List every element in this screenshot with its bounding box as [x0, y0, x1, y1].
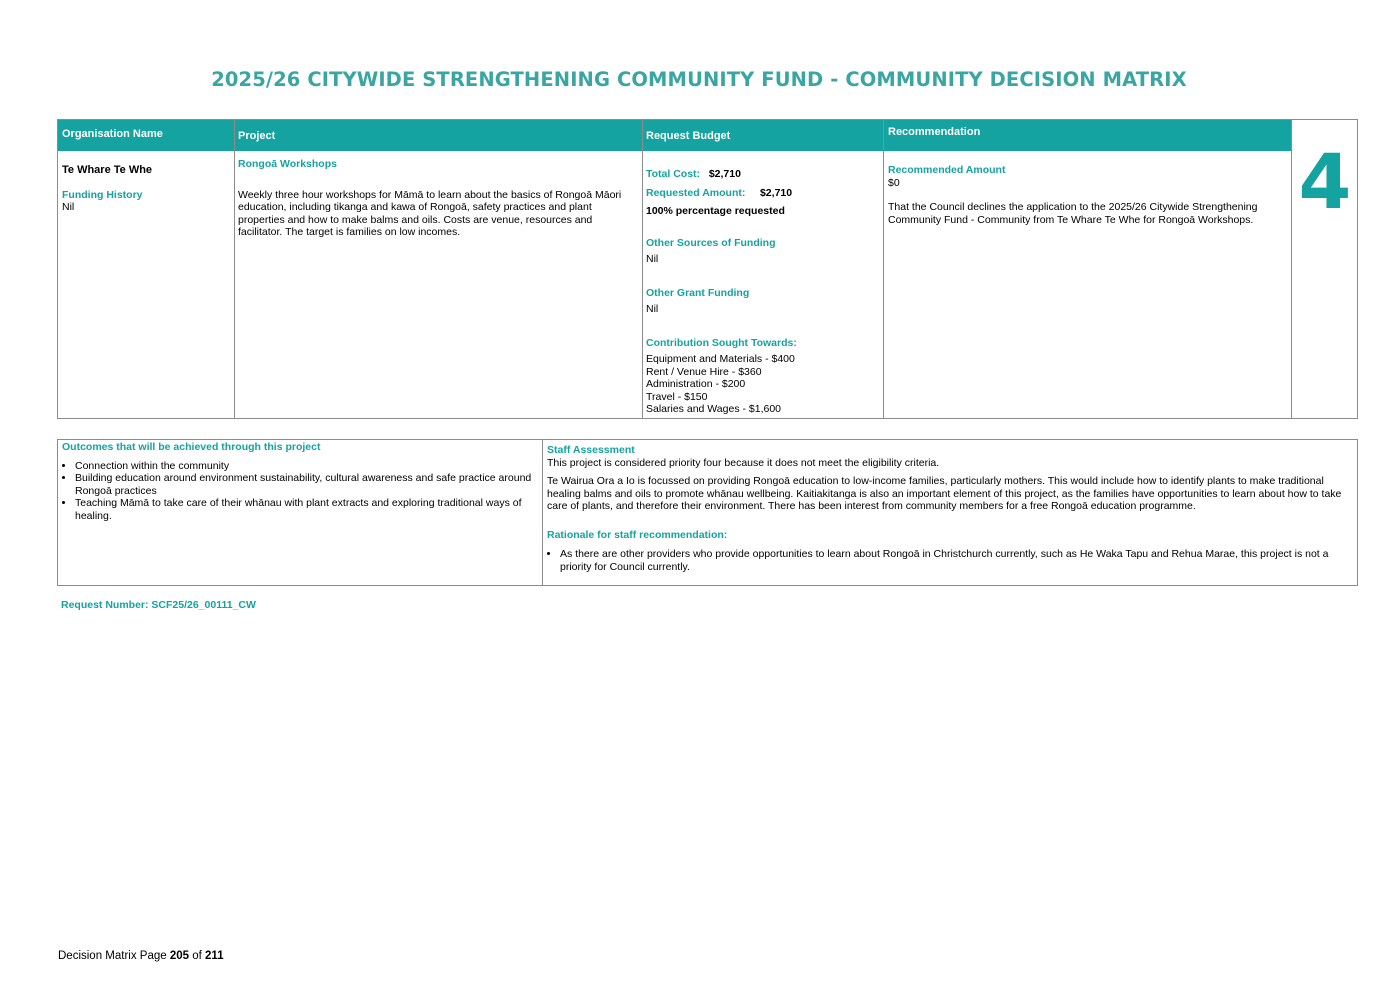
staff-assessment-label: Staff Assessment	[547, 444, 635, 456]
header-project-label: Project	[238, 130, 276, 142]
contribution-item: Rent / Venue Hire - $360	[646, 365, 762, 378]
recommendation-text: That the Council declines the application to the 2025/26 Citywide Strengthening Community Fund - Community from Te Whare Te Whe for Rongoā Workshops.	[888, 201, 1258, 226]
other-sources-label: Other Sources of Funding	[646, 236, 776, 249]
header-organisation	[58, 120, 234, 151]
project-description: Weekly three hour workshops for Māmā to learn about the basics of Rongoā Māori education, including tikanga and kawa of Rongoā, safety practices and plant properties and how to make balms and oils. Costs are venue, resources and facilitator. The target is families on low incomes.	[238, 188, 622, 238]
header-organisation-label: Organisation Name	[62, 128, 163, 140]
recommended-amount-value: $0	[888, 176, 900, 189]
priority-number: 4	[1298, 137, 1352, 226]
requested-amount-value: $2,710	[759, 187, 793, 199]
project-name: Rongoā Workshops	[238, 158, 337, 170]
percentage-requested: 100% percentage requested	[646, 205, 785, 217]
rationale-label: Rationale for staff recommendation:	[547, 528, 728, 541]
page-footer	[58, 950, 224, 962]
project-cell	[238, 158, 638, 239]
total-cost-value: $2,710	[708, 168, 741, 180]
rationale-list	[547, 548, 1353, 573]
decision-table	[57, 119, 1358, 419]
other-sources-value: Nil	[646, 253, 659, 265]
contribution-item: Salaries and Wages - $1,600	[646, 403, 782, 415]
staff-priority-text: This project is considered priority four because it does not meet the eligibility criteria.	[547, 456, 940, 469]
page-title: 2025/26 CITYWIDE STRENGTHENING COMMUNITY FUND - COMMUNITY DECISION MATRIX	[211, 68, 1187, 91]
contribution-item: Travel - $150	[646, 390, 708, 403]
outcome-item: • Connection within the community	[75, 460, 538, 473]
header-budget-label: Request Budget	[646, 130, 731, 142]
footer-total: 211	[205, 950, 224, 962]
assessment-table	[57, 439, 1358, 586]
contribution-item: Administration - $200	[646, 378, 746, 390]
footer-prefix: Decision Matrix Page	[58, 950, 170, 962]
outcome-item: • Building education around environment sustainability, cultural awareness and safe practice around Rongoā practices	[75, 472, 538, 497]
header-project	[234, 120, 642, 151]
budget-cell	[646, 167, 880, 416]
funding-history-value: Nil	[62, 201, 75, 213]
footer-of: of	[189, 950, 206, 962]
other-grant-value: Nil	[646, 303, 659, 315]
contribution-list	[646, 353, 880, 416]
outcomes-cell	[62, 441, 538, 522]
footer-page: 205	[169, 950, 190, 962]
staff-assessment-text: Te Wairua Ora a Io is focussed on providing Rongoā education to low-income families, particularly mothers. This would include how to identify plants to make traditional healing balms and oils to promote whānau wellbeing. Kaitiakitanga is also an important element of this project, as the families have opportunities to learn about how to take care of plants, and therefore their environment. There has been interest from community members for a free Rongoā education programme.	[547, 475, 1342, 512]
outcome-item: • Teaching Māmā to take care of their whānau with plant extracts and exploring traditional ways of healing.	[75, 497, 538, 522]
request-number: Request Number: SCF25/26_00111_CW	[61, 599, 256, 611]
contribution-item: Equipment and Materials - $400	[646, 353, 795, 365]
total-cost-label: Total Cost:	[646, 168, 701, 180]
header-recommendation-label: Recommendation	[888, 126, 981, 138]
other-grant-label: Other Grant Funding	[646, 286, 750, 299]
contribution-label: Contribution Sought Towards:	[646, 336, 797, 349]
outcomes-list	[62, 460, 538, 523]
organisation-name: Te Whare Te Whe	[62, 164, 153, 176]
funding-history-label: Funding History	[62, 188, 143, 201]
staff-assessment-cell	[547, 444, 1353, 573]
requested-amount-label: Requested Amount:	[646, 187, 746, 199]
header-recommendation	[884, 120, 1292, 151]
organisation-cell	[62, 164, 230, 214]
rationale-item: • As there are other providers who provide opportunities to learn about Rongoā in Christchurch currently, such as He Waka Tapu and Rehua Marae, this project is not a priority for Council currently.	[560, 548, 1353, 573]
recommendation-cell	[888, 164, 1288, 226]
recommended-amount-label: Recommended Amount	[888, 164, 1006, 176]
header-budget	[642, 120, 884, 151]
outcomes-label: Outcomes that will be achieved through this project	[62, 441, 321, 453]
